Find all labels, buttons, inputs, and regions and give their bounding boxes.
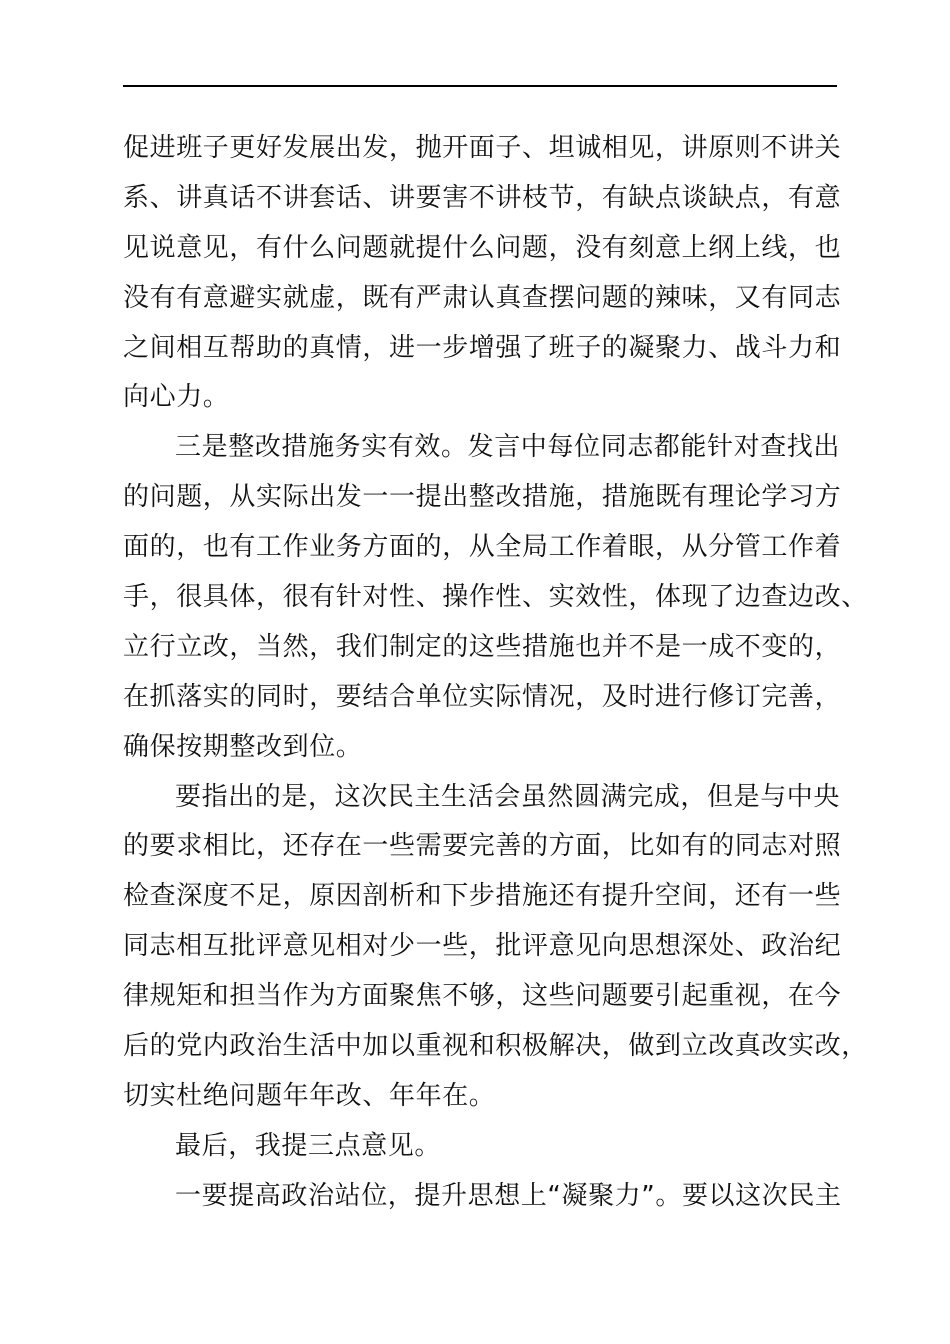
- text-line: 面的，也有工作业务方面的，从全局工作着眼，从分管工作着: [123, 532, 842, 563]
- text-line: 的问题，从实际出发一一提出整改措施，措施既有理论学习方: [123, 482, 842, 513]
- document-body: [123, 124, 868, 1222]
- text-line: 手，很具体，很有针对性、操作性、实效性，体现了边查边改、: [123, 582, 868, 613]
- text-line: 确保按期整改到位。: [123, 731, 363, 762]
- text-line: 的要求相比，还存在一些需要完善的方面，比如有的同志对照: [123, 831, 842, 862]
- text-line: 没有有意避实就虚，既有严肃认真查摆问题的辣味，又有同志: [123, 282, 842, 313]
- text-line: 后的党内政治生活中加以重视和积极解决，做到立改真改实改，: [123, 1031, 868, 1062]
- text-line: 见说意见，有什么问题就提什么问题，没有刻意上纲上线，也: [123, 232, 842, 263]
- paragraph-start-line: 一要提高政治站位，提升思想上“凝聚力”。要以这次民主: [175, 1180, 842, 1211]
- header-rule: [123, 85, 837, 87]
- text-line: 系、讲真话不讲套话、讲要害不讲枝节，有缺点谈缺点，有意: [123, 182, 842, 213]
- text-line: 向心力。: [123, 382, 230, 413]
- text-line: 之间相互帮助的真情，进一步增强了班子的凝聚力、战斗力和: [123, 332, 842, 363]
- text-line: 同志相互批评意见相对少一些，批评意见向思想深处、政治纪: [123, 931, 842, 962]
- text-line: 在抓落实的同时，要结合单位实际情况，及时进行修订完善，: [123, 681, 842, 712]
- paragraph-start-line: 三是整改措施务实有效。发言中每位同志都能针对查找出: [175, 432, 841, 463]
- text-line: 切实杜绝问题年年改、年年在。: [123, 1080, 496, 1111]
- paragraph-start-line: 最后，我提三点意见。: [175, 1130, 442, 1161]
- text-line: 检查深度不足，原因剖析和下步措施还有提升空间，还有一些: [123, 881, 842, 912]
- text-line: 促进班子更好发展出发，抛开面子、坦诚相见，讲原则不讲关: [123, 133, 842, 163]
- text-line: 律规矩和担当作为方面聚焦不够，这些问题要引起重视，在今: [123, 981, 842, 1012]
- text-line: 立行立改，当然，我们制定的这些措施也并不是一成不变的，: [123, 631, 842, 662]
- paragraph-start-line: 要指出的是，这次民主生活会虽然圆满完成，但是与中央: [175, 781, 841, 812]
